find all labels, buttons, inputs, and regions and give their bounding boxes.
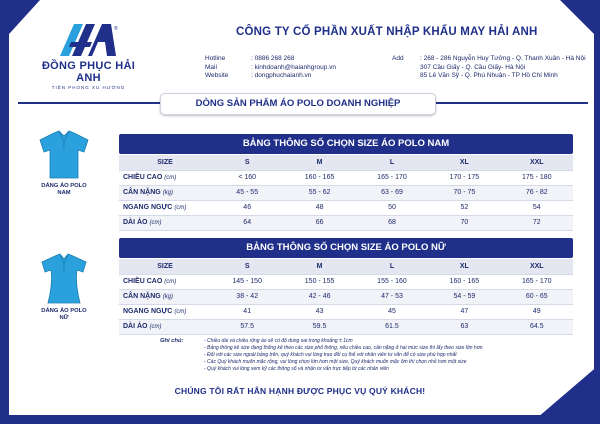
table-cell: 70 - 75: [428, 185, 500, 200]
address-line-2: 307 Cầu Giấy - Q. Cầu Giấy- Hà Nội: [420, 63, 526, 71]
hotline-label: Hotline: [205, 55, 226, 62]
address-info: [392, 55, 586, 81]
table-cell: 165 - 170: [356, 170, 428, 185]
table-row: [119, 185, 573, 200]
table-cell: 47 - 53: [356, 289, 428, 304]
header-cell: L: [356, 155, 428, 170]
table-cell: 38 - 42: [211, 289, 283, 304]
table-cell: 45 - 55: [211, 185, 283, 200]
table-cell: 72: [501, 215, 573, 230]
table-row: [119, 200, 573, 215]
male-shirt-label: DÁNG ÁO POLO: [41, 183, 87, 189]
row-label: NGANG NGỰC (cm): [119, 200, 211, 215]
mail-value: : kinhdoanh@haianhgroup.vn: [251, 63, 337, 71]
table-cell: 63 - 69: [356, 185, 428, 200]
table-cell: 45: [356, 304, 428, 319]
table-cell: 46: [211, 200, 283, 215]
header-cell: SIZE: [119, 259, 211, 274]
address-line-3: 85 Lê Văn Sỹ - Q. Phú Nhuận - TP Hồ Chí Minh: [420, 72, 558, 80]
header-cell: M: [283, 259, 355, 274]
header-cell: XL: [428, 259, 500, 274]
table-cell: 165 - 170: [501, 274, 573, 289]
male-shirt-gender: NAM: [57, 190, 71, 196]
table-header-row: [119, 259, 573, 274]
top-left-corner-decoration: [0, 0, 40, 44]
table-row: [119, 319, 573, 334]
table-cell: 52: [428, 200, 500, 215]
table-cell: 41: [211, 304, 283, 319]
brand-name: ĐỒNG PHỤC HẢI ANH: [41, 60, 136, 84]
note-item: - Các Quý khách muốn mặc rộng, vui lòng chọn lớn hơn một size, Quý khách muốn mặc ôm thì chọn nhỏ hơn một size: [204, 359, 467, 366]
table-cell: 54 - 59: [428, 289, 500, 304]
female-shirt-label: DÁNG ÁO POLO: [41, 308, 87, 314]
contact-info: [205, 55, 336, 81]
table-cell: 47: [428, 304, 500, 319]
table-cell: 60 - 65: [501, 289, 573, 304]
table-cell: 170 - 175: [428, 170, 500, 185]
row-label: DÀI ÁO (cm): [119, 215, 211, 230]
header-cell: XXL: [501, 259, 573, 274]
table-cell: 64: [211, 215, 283, 230]
brand-tagline: TIÊN PHONG XU HƯỚNG: [51, 85, 126, 90]
row-label: CHIỀU CAO (cm): [119, 170, 211, 185]
male-size-table: [119, 155, 573, 231]
table-row: [119, 170, 573, 185]
header-cell: S: [211, 259, 283, 274]
table-cell: 50: [356, 200, 428, 215]
male-polo-shirt: [33, 130, 95, 197]
table-cell: 43: [283, 304, 355, 319]
table-cell: 68: [356, 215, 428, 230]
notes-label: Ghi chú:: [160, 338, 184, 344]
header-cell: M: [283, 155, 355, 170]
table-header-row: [119, 155, 573, 170]
row-label: DÀI ÁO (cm): [119, 319, 211, 334]
table-cell: 155 - 160: [356, 274, 428, 289]
table-cell: 49: [501, 304, 573, 319]
note-item: - Bảng thông kê size đang thống kê theo các size phổ thông, nếu chiều cao, cân nặng ở hai mức size thì lấy theo size lớn hơn: [204, 345, 483, 352]
table-cell: 64.5: [501, 319, 573, 334]
bottom-border-decoration: [0, 415, 600, 424]
table-cell: 63: [428, 319, 500, 334]
table-cell: < 160: [211, 170, 283, 185]
header-cell: S: [211, 155, 283, 170]
page-title: DÒNG SẢN PHẨM ÁO POLO DOANH NGHIỆP: [160, 93, 436, 115]
header-cell: XL: [428, 155, 500, 170]
table-cell: 61.5: [356, 319, 428, 334]
table-cell: 70: [428, 215, 500, 230]
left-border-decoration: [0, 0, 9, 424]
thank-you-message: CHÚNG TÔI RẤT HÂN HẠNH ĐƯỢC PHỤC VỤ QUÝ KHÁCH!: [174, 386, 426, 396]
table-cell: 42 - 46: [283, 289, 355, 304]
notes-section: [160, 338, 586, 373]
row-label: NGANG NGỰC (cm): [119, 304, 211, 319]
table-cell: 160 - 165: [428, 274, 500, 289]
mail-label: Mail: [205, 63, 217, 71]
table-cell: 48: [283, 200, 355, 215]
row-label: CÂN NẶNG (kg): [119, 289, 211, 304]
notes-list: [204, 338, 586, 373]
table-cell: 57.5: [211, 319, 283, 334]
header-cell: L: [356, 259, 428, 274]
brand-logo: [36, 22, 141, 90]
table-row: [119, 274, 573, 289]
right-border-decoration: [594, 0, 600, 424]
address-label: Add: [392, 55, 404, 62]
note-item: - Đối với các size ngoài bảng trên, quý khách vui lòng trao đổi cụ thể với nhân viên tư vấn để có size phù hợp nhất: [204, 352, 457, 359]
table-cell: 160 - 165: [283, 170, 355, 185]
note-item: - Chiều dài và chiều rộng áo sẽ có độ dung sai trong khoảng ± 1cm: [204, 338, 353, 344]
female-polo-shirt: [33, 253, 95, 322]
male-table-title: BẢNG THÔNG SỐ CHỌN SIZE ÁO POLO NAM: [119, 134, 573, 154]
ha-logo-icon: [58, 22, 120, 58]
table-cell: 150 - 155: [283, 274, 355, 289]
female-size-table: [119, 259, 573, 335]
table-cell: 59.5: [283, 319, 355, 334]
company-name: CÔNG TY CỔ PHẦN XUẤT NHẬP KHẨU MAY HẢI ANH: [236, 26, 538, 38]
table-cell: 145 - 150: [211, 274, 283, 289]
website-label: Website: [205, 72, 229, 80]
table-cell: 55 - 62: [283, 185, 355, 200]
female-table-title: BẢNG THÔNG SỐ CHỌN SIZE ÁO POLO NỮ: [119, 238, 573, 258]
row-label: CHIỀU CAO (cm): [119, 274, 211, 289]
table-row: [119, 304, 573, 319]
address-line-1: : 268 - 286 Nguyễn Huy Tưởng - Q. Thanh Xuân - Hà Nội: [420, 55, 586, 62]
table-cell: 175 - 180: [501, 170, 573, 185]
header-cell: XXL: [501, 155, 573, 170]
polo-shirt-icon: [36, 253, 92, 305]
female-shirt-gender: NỮ: [59, 315, 69, 321]
header-cell: SIZE: [119, 155, 211, 170]
table-cell: 66: [283, 215, 355, 230]
website-value: : dongphuchaianh.vn: [251, 72, 312, 80]
svg-text:®: ®: [113, 26, 118, 32]
row-label: CÂN NẶNG (kg): [119, 185, 211, 200]
note-item: - Quý khách vui lòng xem kỹ các thông số và nhận tư vấn trực tiếp từ các nhân viên: [204, 366, 389, 373]
table-row: [119, 289, 573, 304]
table-cell: 54: [501, 200, 573, 215]
polo-shirt-icon: [36, 130, 92, 180]
hotline-value: : 0886 268 268: [251, 55, 295, 62]
table-row: [119, 215, 573, 230]
table-cell: 76 - 82: [501, 185, 573, 200]
